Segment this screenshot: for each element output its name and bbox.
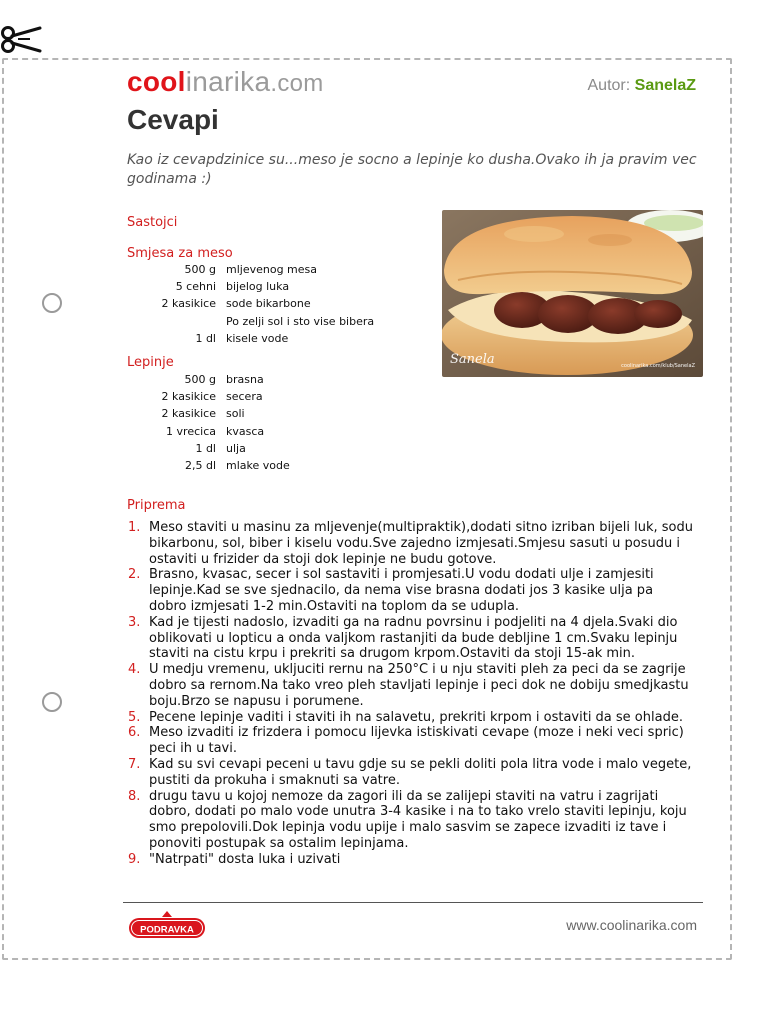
- photo-credit: coolinarika.com/klub/SanelaZ: [621, 363, 695, 369]
- step-text: drugu tavu u kojoj nemoze da zagori ili da se zalijepi staviti na vatru i zagrijati dobro, dodati po malo vode unutra 3-4 kasike i na to tako vrelo staviti lepinju, koju smo prepolovili.Dok lepinja vodu upije i malo sasvim se zapece izvaditi iz tave i ponoviti postupak sa ostalim lepinjama.: [149, 788, 687, 851]
- ingredient-row: [127, 371, 427, 388]
- logo-part-domain: .com: [270, 70, 324, 97]
- preparation-step: [128, 615, 694, 662]
- scissors-icon: [0, 24, 44, 54]
- preparation-step: [128, 662, 694, 709]
- logo-part-inarika: inarika: [185, 66, 271, 97]
- ingredient-name: kvasca: [226, 424, 265, 438]
- preparation-step: [128, 567, 694, 614]
- punch-hole-icon: [42, 692, 62, 712]
- step-text: Kad je tijesti nadoslo, izvaditi ga na radnu povrsinu i podjeliti na 4 djela.Svaki dio oblikovati u lopticu a onda valjkom rastanjiti da bude debljine 1 cm.Svaku lepinju staviti na cistu krpu i prekriti sa drugom krpom.Ostaviti da stoji 15-ak min.: [149, 614, 678, 662]
- ingredient-quantity: 500 g: [184, 263, 216, 276]
- author-label: Autor:: [587, 77, 631, 94]
- step-text: Kad su svi cevapi peceni u tavu gdje su se pekli doliti pola litra vode i malo vegete, pustiti da prokuha i smaknuti sa vatre.: [149, 756, 692, 788]
- ingredient-quantity: 5 cehni: [175, 280, 216, 294]
- step-text: U medju vremenu, ukljuciti rernu na 250°C i u nju staviti pleh za peci da se zagrije dobro sa rernom.Na tako vreo pleh stavljati lepinje i peci dok ne dobiju smedjkastu boju.Brzo se napusu i porumene.: [149, 662, 689, 709]
- ingredient-quantity: 1 dl: [195, 441, 216, 455]
- ingredient-name: bijelog luka: [226, 280, 290, 294]
- author-info: [588, 77, 697, 95]
- step-number: 9.: [128, 851, 141, 867]
- recipe-photo: [442, 210, 703, 377]
- ingredient-row: [127, 440, 427, 457]
- step-number: 1.: [128, 520, 141, 535]
- ingredient-quantity: 500 g: [184, 373, 216, 386]
- ingredient-row: [127, 330, 427, 347]
- ingredient-quantity: 2 kasikice: [161, 390, 216, 404]
- ingredient-name: soli: [226, 407, 245, 421]
- logo-part-cool: cool: [127, 66, 186, 97]
- ingredient-row: [127, 457, 427, 474]
- ingredient-row: [127, 261, 427, 278]
- podravka-logo[interactable]: [127, 908, 207, 942]
- ingredient-row: [127, 313, 427, 330]
- footer-divider: [123, 902, 703, 903]
- preparation-step: [128, 710, 694, 726]
- ingredient-name: mlake vode: [226, 458, 290, 472]
- photo-watermark: Sanela: [450, 352, 495, 367]
- step-number: 4.: [128, 662, 141, 678]
- ingredient-quantity: 2 kasikice: [161, 297, 216, 311]
- ingredient-name: brasna: [226, 373, 264, 386]
- preparation-step: [128, 852, 694, 868]
- ingredient-list-bread: [127, 371, 427, 474]
- step-text: "Natrpati" dosta luka i uzivati: [149, 851, 341, 867]
- punch-hole-icon: [42, 293, 62, 313]
- step-text: Pecene lepinje vaditi i staviti ih na salavetu, prekriti krpom i ostaviti da se ohlade.: [149, 709, 683, 725]
- preparation-step: [128, 789, 694, 852]
- ingredient-list-meat: [127, 261, 427, 347]
- recipe-intro: Kao iz cevapdzinice su...meso je socno a lepinje ko dusha.Ovako ih ja pravim vec godinama :): [127, 152, 697, 187]
- step-number: 3.: [128, 614, 141, 630]
- step-text: Meso staviti u masinu za mljevenje(multipraktik),dodati sitno izriban bijeli luk, sodu bikarbonu, sol, biber i kiselu vodu.Sve zajedno izmjesati.Smjesu sasuti u posudu i ostaviti u frizider da stoji dok lepinje ne budu gotove.: [149, 520, 693, 567]
- step-number: 7.: [128, 756, 141, 772]
- step-number: 8.: [128, 788, 141, 804]
- ingredient-name: sode bikarbone: [226, 297, 311, 311]
- ingredient-quantity: 1 dl: [195, 331, 216, 345]
- preparation-step: [128, 725, 694, 757]
- author-name-link[interactable]: SanelaZ: [634, 77, 696, 94]
- ingredient-name: ulja: [226, 441, 246, 455]
- ingredient-group-title-meat: Smjesa za meso: [127, 246, 233, 261]
- preparation-step: [128, 757, 694, 789]
- ingredients-heading: Sastojci: [127, 215, 178, 230]
- ingredient-row: [127, 278, 427, 295]
- step-number: 2.: [128, 567, 141, 583]
- ingredient-quantity: 2 kasikice: [161, 407, 216, 421]
- ingredient-name: secera: [226, 390, 263, 404]
- preparation-step: [128, 520, 694, 567]
- coolinarika-logo[interactable]: [127, 64, 324, 102]
- podravka-logo-text: PODRAVKA: [140, 924, 194, 936]
- recipe-title: Cevapi: [127, 104, 219, 135]
- ingredient-group-title-bread: Lepinje: [127, 355, 174, 370]
- ingredient-row: [127, 405, 427, 422]
- footer-site-link[interactable]: www.coolinarika.com: [566, 917, 697, 933]
- step-number: 5.: [128, 709, 141, 725]
- step-number: 6.: [128, 725, 141, 741]
- ingredient-name: kisele vode: [226, 331, 289, 345]
- ingredient-row: [127, 388, 427, 405]
- step-text: Meso izvaditi iz frizdera i pomocu lijevka istiskivati cevape (moze i neki veci spric) peci ih u tavi.: [149, 725, 684, 757]
- ingredient-name: mljevenog mesa: [226, 263, 318, 276]
- step-text: Brasno, kvasac, secer i sol sastaviti i promjesati.U vodu dodati ulje i zamjesiti lepinje.Kad se sve sjednacilo, da nema vise brasna dodati jos 3 kasike ulja pa dobro izmjesati 1-2 min.Ostaviti na toplom da se udupla.: [149, 567, 654, 614]
- ingredient-name: Po zelji sol i sto vise bibera: [226, 314, 375, 328]
- ingredient-row: [127, 423, 427, 440]
- ingredient-quantity: 1 vrecica: [166, 424, 216, 438]
- preparation-heading: Priprema: [127, 498, 186, 513]
- ingredient-row: [127, 295, 427, 312]
- preparation-steps: [128, 520, 694, 868]
- ingredient-quantity: 2,5 dl: [184, 458, 216, 472]
